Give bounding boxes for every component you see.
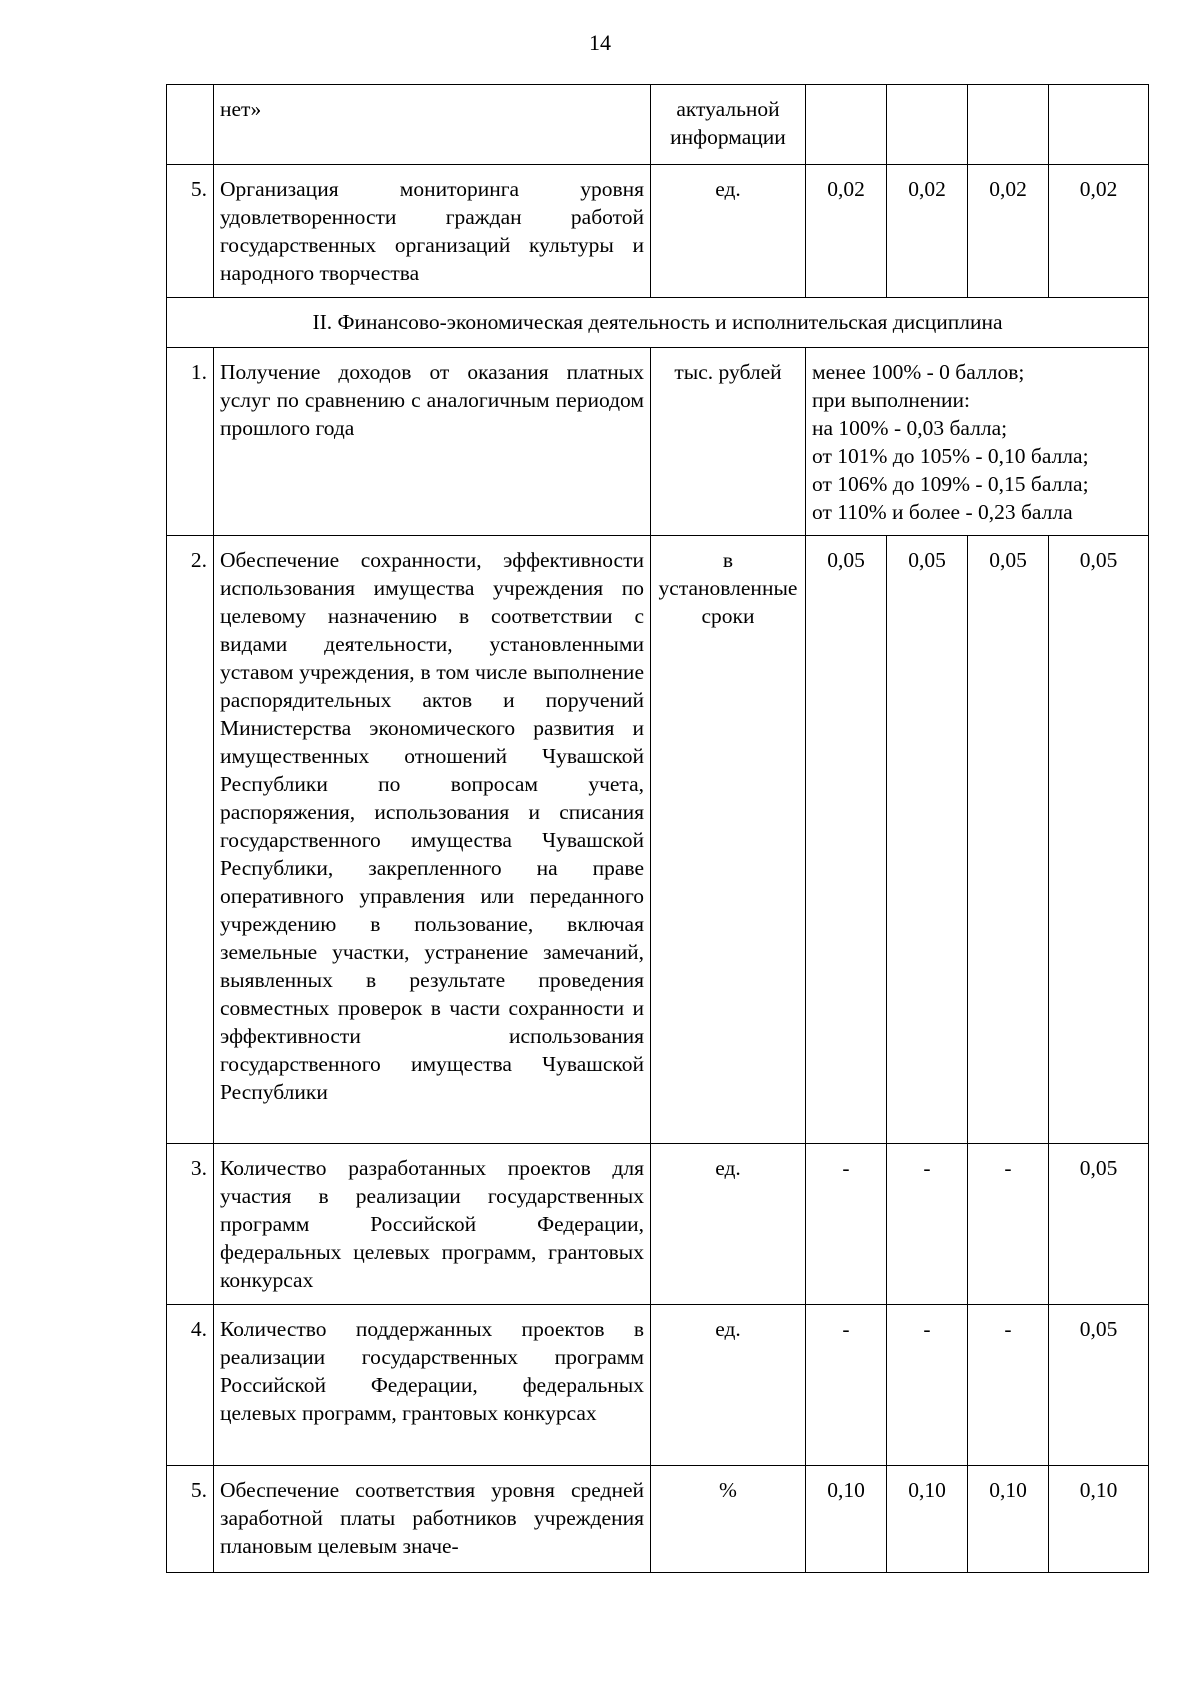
row-value: 0,10: [806, 1466, 887, 1573]
row-unit: тыс. рублей: [651, 348, 806, 536]
row-value: 0,10: [968, 1466, 1049, 1573]
row-unit: ед.: [651, 1305, 806, 1466]
row-value: -: [806, 1305, 887, 1466]
row-number: 1.: [167, 348, 214, 536]
table-row: [167, 1305, 1149, 1466]
table-row: [167, 1466, 1149, 1573]
table-row: [167, 536, 1149, 1144]
table-row: [167, 85, 1149, 165]
criteria-line: от 106% до 109% - 0,15 балла;: [812, 472, 1089, 496]
section-header-row: [167, 298, 1149, 348]
row-value: 0,02: [887, 165, 968, 298]
row-value: 0,02: [968, 165, 1049, 298]
page-number: 14: [589, 30, 611, 55]
row-number: 5.: [167, 1466, 214, 1573]
row-number: 2.: [167, 536, 214, 1144]
row-value: [968, 85, 1049, 165]
criteria-line: на 100% - 0,03 балла;: [812, 416, 1008, 440]
row-value: 0,02: [1049, 165, 1149, 298]
row-value: -: [968, 1144, 1049, 1305]
row-value: -: [887, 1305, 968, 1466]
row-unit: %: [651, 1466, 806, 1573]
criteria-table: [166, 84, 1149, 1573]
criteria-line: от 110% и более - 0,23 балла: [812, 500, 1073, 524]
row-value: 0,05: [1049, 1305, 1149, 1466]
criteria-line: от 101% до 105% - 0,10 балла;: [812, 444, 1089, 468]
row-description: нет»: [214, 85, 651, 165]
row-number: [167, 85, 214, 165]
row-number: 5.: [167, 165, 214, 298]
row-value: 0,05: [1049, 536, 1149, 1144]
row-value: 0,05: [887, 536, 968, 1144]
table-row: [167, 348, 1149, 536]
row-value: [887, 85, 968, 165]
row-description: Количество разработанных проектов для участия в реализации государственных программ Российской Федерации, федеральных целевых программ, грантовых конкурсах: [214, 1144, 651, 1305]
row-unit: актуальной информации: [651, 85, 806, 165]
table-row: [167, 1144, 1149, 1305]
row-description: Количество поддержанных проектов в реализации государственных программ Российской Федерации, федеральных целевых программ, грантовых конкурсах: [214, 1305, 651, 1466]
row-value: 0,05: [806, 536, 887, 1144]
row-value: [1049, 85, 1149, 165]
criteria-line: менее 100% - 0 баллов;: [812, 360, 1025, 384]
row-description: Обеспечение сохранности, эффективности использования имущества учреждения по целевому назначению в соответствии с видами деятельности, установленными уставом учреждения, в том числе выполнение распорядительных актов и поручений Министерства экономического развития и имущественных отношений Чувашской Республики по вопросам учета, распоряжения, использования и списания государственного имущества Чувашской Республики, закрепленного на праве оперативного управления или переданного учреждению в пользование, включая земельные участки, устранение замечаний, выявленных в результате проведения совместных проверок в части сохранности и эффективности использования государственного имущества Чувашской Республики: [214, 536, 651, 1144]
row-value: 0,05: [1049, 1144, 1149, 1305]
row-value: 0,10: [1049, 1466, 1149, 1573]
scoring-criteria: [806, 348, 1149, 536]
row-number: 3.: [167, 1144, 214, 1305]
row-number: 4.: [167, 1305, 214, 1466]
row-unit: ед.: [651, 165, 806, 298]
row-value: -: [968, 1305, 1049, 1466]
row-unit: ед.: [651, 1144, 806, 1305]
row-value: 0,02: [806, 165, 887, 298]
section-title: II. Финансово-экономическая деятельность и исполнительская дисциплина: [167, 298, 1149, 348]
table-row: [167, 165, 1149, 298]
row-value: -: [887, 1144, 968, 1305]
row-description: Обеспечение соответствия уровня средней заработной платы работников учреждения плановым целевым значе-: [214, 1466, 651, 1573]
row-value: 0,05: [968, 536, 1049, 1144]
row-value: [806, 85, 887, 165]
row-description: Организация мониторинга уровня удовлетворенности граждан работой государственных организаций культуры и народного творчества: [214, 165, 651, 298]
row-value: -: [806, 1144, 887, 1305]
criteria-line: при выполнении:: [812, 388, 970, 412]
row-description: Получение доходов от оказания платных услуг по сравнению с аналогичным периодом прошлого года: [214, 348, 651, 536]
row-value: 0,10: [887, 1466, 968, 1573]
row-unit: в установленные сроки: [651, 536, 806, 1144]
